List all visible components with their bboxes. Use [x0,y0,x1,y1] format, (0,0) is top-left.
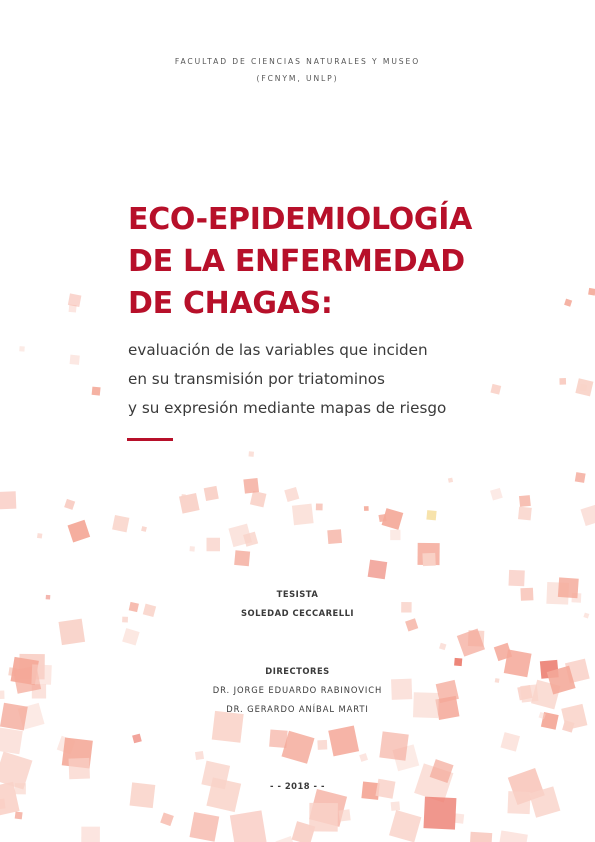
pattern-square [70,355,80,365]
pattern-square [490,384,501,395]
pattern-square [234,550,250,566]
pattern-square [469,832,492,842]
pattern-square [454,658,462,666]
pattern-square [389,810,421,842]
pattern-square [68,520,91,543]
pattern-square [292,504,314,526]
pattern-square [588,288,595,296]
pattern-square [68,293,82,307]
pattern-square [559,378,566,385]
pattern-square [508,570,524,586]
tesista-name: SOLEDAD CECCARELLI [240,608,355,618]
pattern-square [426,510,436,520]
pattern-square [59,619,86,646]
pattern-square [390,530,400,540]
faculty-name: FACULTAD DE CIENCIAS NATURALES Y MUSEO [174,57,421,66]
pattern-square [519,495,531,507]
year: - - 2018 - - [270,781,325,791]
pattern-square [518,507,532,521]
pattern-square [269,729,287,747]
pattern-square [122,628,139,645]
pattern-square [132,734,142,744]
title-line-1: ECO-EPIDEMIOLOGÍA [128,202,473,237]
director-name-2: DR. GERARDO ANÍBAL MARTI [226,704,369,714]
pattern-square [439,643,446,650]
pattern-square [141,526,147,532]
pattern-square [243,478,259,494]
pattern-square [69,758,90,779]
pattern-square [448,478,453,483]
pattern-square [327,529,342,544]
pattern-square [204,486,219,501]
pattern-square [230,810,267,842]
pattern-square [391,801,400,810]
pattern-square [338,809,350,821]
director-name-1: DR. JORGE EDUARDO RABINOVICH [212,685,383,695]
pattern-square [212,711,244,743]
pattern-square [500,732,520,752]
subtitle-line-3: y su expresión mediante mapas de riesgo [128,399,447,417]
pattern-square [19,346,25,352]
pattern-square [284,487,299,502]
subtitle-line-2: en su transmisión por triatominos [128,370,385,388]
pattern-square [248,451,254,457]
pattern-square [364,506,369,511]
directores-label: DIRECTORES [265,666,330,676]
pattern-square [317,740,327,750]
pattern-square [368,560,388,580]
pattern-square [112,515,129,532]
pattern-square [405,618,418,631]
pattern-square [564,299,572,307]
pattern-square [422,553,435,566]
pattern-square [490,488,503,501]
pattern-square [328,726,359,757]
pattern-square [309,803,338,832]
pattern-square [507,791,530,814]
pattern-square [160,812,174,826]
pattern-square [81,827,100,842]
pattern-square [0,491,16,509]
pattern-square [181,494,186,499]
pattern-square [580,504,595,526]
pattern-square [316,504,323,511]
pattern-square [15,811,23,819]
pattern-square [189,812,219,842]
pattern-square [423,797,456,830]
pattern-square [497,830,528,842]
accent-rule [127,438,173,441]
pattern-square [379,731,408,760]
pattern-square [0,728,23,755]
pattern-square [250,491,267,508]
pattern-square [378,514,386,522]
pattern-square [64,499,75,510]
faculty-abbreviation: (FCNYM, UNLP) [256,74,339,83]
title-line-3: DE CHAGAS: [128,286,333,321]
pattern-square [37,533,42,538]
tesista-label: TESISTA [276,589,319,599]
pattern-square [359,753,368,762]
pattern-square [206,538,220,552]
title-line-2: DE LA ENFERMEDAD [128,244,465,279]
pattern-square [92,387,101,396]
pattern-square [575,378,593,396]
pattern-square [189,546,194,551]
pattern-square [195,751,204,760]
pattern-square [575,472,586,483]
subtitle-line-1: evaluación de las variables que inciden [128,341,428,359]
pattern-square [495,678,500,683]
